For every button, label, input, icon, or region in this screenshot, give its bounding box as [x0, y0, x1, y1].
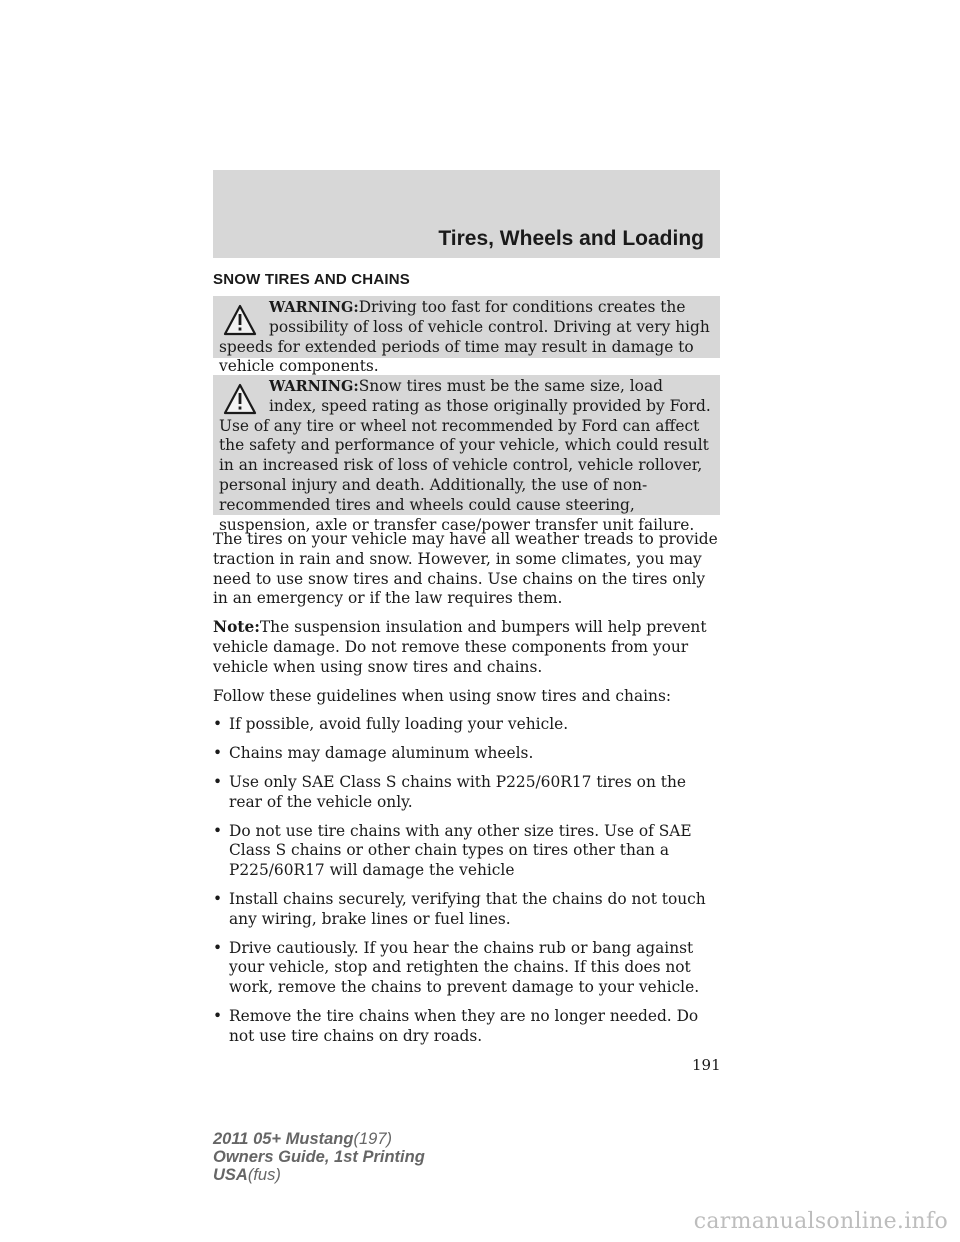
- bullet-icon: •: [213, 744, 223, 763]
- list-item-text: Do not use tire chains with any other size tires. Use of SAE Class S chains or other chain types on tires other than a P225/60R17 will damage the vehicle: [229, 821, 692, 880]
- warning-triangle-icon: [223, 383, 257, 415]
- list-item: [213, 822, 723, 881]
- list-item: [213, 939, 723, 998]
- warning-label: WARNING:: [269, 378, 359, 395]
- warning-box-speed: [213, 296, 720, 376]
- chapter-title: Tires, Wheels and Loading: [438, 227, 704, 250]
- chapter-header-band: [213, 170, 720, 258]
- print-footer: [213, 1130, 425, 1184]
- footer-page-code: (197): [353, 1130, 392, 1148]
- warning-text: Snow tires must be the same size, load index, speed rating as those originally provided by Ford. Use of any tire or wheel not recommended by Ford can affect the safety and performance of your vehicle, which could result in an increased risk of loss of vehicle control, vehicle rollover, personal injury and death. Additionally, the use of non-recommended tires and wheels could cause steering, suspension, axle or transfer case/power transfer unit failure.: [219, 377, 711, 534]
- footer-line-region: [213, 1166, 425, 1184]
- list-item: [213, 744, 723, 764]
- footer-edition: Owners Guide, 1st Printing: [213, 1148, 425, 1166]
- note-paragraph: [213, 618, 723, 677]
- list-item-text: Drive cautiously. If you hear the chains rub or bang against your vehicle, stop and retighten the chains. If this does not work, remove the chains to prevent damage to your vehicle.: [229, 938, 700, 997]
- list-item-text: If possible, avoid fully loading your vehicle.: [229, 715, 569, 734]
- footer-model: 2011 05+ Mustang: [213, 1130, 354, 1148]
- site-watermark: carmanualsonline.info: [693, 1209, 948, 1234]
- list-item: [213, 715, 723, 735]
- note-text: The suspension insulation and bumpers will help prevent vehicle damage. Do not remove these components from your vehicle when using snow tires and chains.: [213, 618, 707, 676]
- intro-paragraph: The tires on your vehicle may have all weather treads to provide traction in rain and snow. However, in some climates, you may need to use snow tires and chains. Use chains on the tires only in an emergency or if the law requires them.: [213, 530, 718, 608]
- list-item-text: Use only SAE Class S chains with P225/60R17 tires on the rear of the vehicle only.: [229, 772, 686, 811]
- guidelines-list: [213, 715, 723, 1046]
- warning-triangle-icon: [223, 304, 257, 336]
- bullet-icon: •: [213, 772, 223, 791]
- warning-text: Driving too fast for conditions creates the possibility of loss of vehicle control. Driving at very high speeds for extended periods of time may result in damage to vehicle components.: [219, 298, 710, 376]
- footer-line-model: [213, 1130, 425, 1148]
- section-heading: SNOW TIRES AND CHAINS: [213, 271, 410, 288]
- page-number: 191: [692, 1056, 721, 1074]
- list-item-text: Chains may damage aluminum wheels.: [229, 744, 534, 763]
- list-item-text: Install chains securely, verifying that the chains do not touch any wiring, brake lines or fuel lines.: [229, 889, 706, 928]
- list-item-text: Remove the tire chains when they are no longer needed. Do not use tire chains on dry roads.: [229, 1006, 699, 1045]
- footer-region-code: (fus): [247, 1166, 281, 1184]
- note-label: Note:: [213, 618, 260, 637]
- bullet-icon: •: [213, 821, 223, 840]
- list-item: [213, 1007, 723, 1047]
- list-item: [213, 773, 723, 813]
- body-text: [213, 530, 723, 1056]
- bullet-icon: •: [213, 715, 223, 734]
- warning-label: WARNING:: [269, 299, 359, 316]
- guidelines-intro: Follow these guidelines when using snow tires and chains:: [213, 686, 672, 705]
- footer-line-edition: [213, 1148, 425, 1166]
- warning-box-snow-tires: [213, 375, 720, 534]
- footer-region: USA: [213, 1166, 248, 1184]
- list-item: [213, 890, 723, 930]
- bullet-icon: •: [213, 1006, 223, 1025]
- bullet-icon: •: [213, 889, 223, 908]
- bullet-icon: •: [213, 938, 223, 957]
